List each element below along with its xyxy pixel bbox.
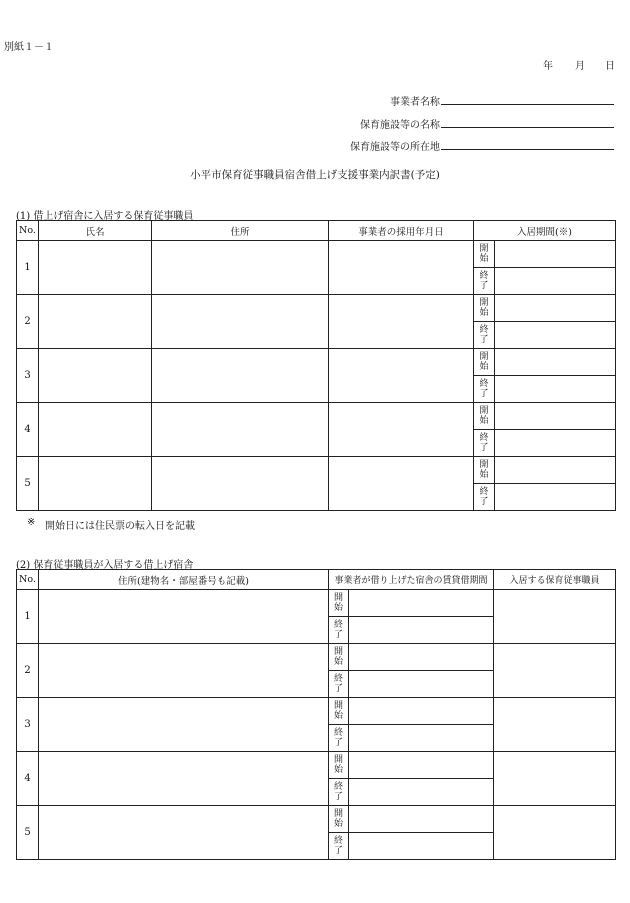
section1-title: (1) 借上げ宿舎に入居する保育従事職員 (16, 211, 194, 222)
start-date-cell[interactable] (495, 241, 616, 268)
header-lease-period: 事業者が借り上げた宿舎の賃貸借期間 (329, 570, 494, 590)
start-label: 開 始 (474, 349, 495, 376)
address-cell[interactable] (152, 241, 329, 295)
start-label: 開 始 (474, 295, 495, 322)
table-row (17, 752, 616, 779)
name-cell[interactable] (39, 403, 152, 457)
end-label: 終 了 (474, 484, 495, 511)
row-number: 3 (17, 698, 39, 752)
housing-table-header (17, 570, 616, 590)
residents-cell[interactable] (494, 644, 616, 698)
section2-title: (2) 保育従事職員が入居する借上げ宿舎 (16, 560, 194, 571)
address-cell[interactable] (152, 295, 329, 349)
lease-end-cell[interactable] (349, 779, 494, 806)
staff-table (16, 220, 616, 511)
end-label: 終 了 (474, 376, 495, 403)
start-label: 開 始 (329, 644, 349, 671)
end-label: 終 了 (329, 833, 349, 860)
start-date-cell[interactable] (495, 295, 616, 322)
table-row (17, 806, 616, 833)
end-label: 終 了 (474, 268, 495, 295)
end-label: 終 了 (474, 430, 495, 457)
staff-table-header (17, 221, 616, 241)
note-mark: ※ (27, 517, 36, 528)
row-number: 1 (17, 241, 39, 295)
lease-end-cell[interactable] (349, 617, 494, 644)
lease-start-cell[interactable] (349, 698, 494, 725)
housing-address-cell[interactable] (39, 752, 329, 806)
table-row (17, 349, 616, 376)
facility-address-field[interactable] (441, 149, 614, 150)
row-number: 5 (17, 806, 39, 860)
address-cell[interactable] (152, 403, 329, 457)
attachment-label: 別紙１－１ (4, 42, 54, 53)
start-label: 開 始 (329, 806, 349, 833)
end-label: 終 了 (329, 725, 349, 752)
facility-name-label: 保育施設等の名称 (360, 120, 440, 131)
table-row (17, 457, 616, 484)
end-date-cell[interactable] (495, 430, 616, 457)
row-number: 4 (17, 403, 39, 457)
start-label: 開 始 (474, 403, 495, 430)
document-title: 小平市保育従事職員宿舎借上げ支援事業内訳書(予定) (190, 169, 440, 181)
business-name-label: 事業者名称 (390, 97, 440, 108)
lease-start-cell[interactable] (349, 644, 494, 671)
date-month-label: 月 (575, 61, 585, 72)
end-label: 終 了 (474, 322, 495, 349)
start-date-cell[interactable] (495, 403, 616, 430)
header-housing-address: 住所(建物名・部屋番号も記載) (39, 570, 329, 590)
end-date-cell[interactable] (495, 268, 616, 295)
end-label: 終 了 (329, 617, 349, 644)
header-name: 氏名 (39, 221, 152, 241)
housing-address-cell[interactable] (39, 698, 329, 752)
row-number: 3 (17, 349, 39, 403)
start-label: 開 始 (329, 752, 349, 779)
header-no: No. (17, 221, 39, 241)
start-label: 開 始 (474, 457, 495, 484)
residents-cell[interactable] (494, 698, 616, 752)
housing-address-cell[interactable] (39, 644, 329, 698)
table-row (17, 644, 616, 671)
lease-start-cell[interactable] (349, 752, 494, 779)
housing-table (16, 569, 616, 860)
row-number: 5 (17, 457, 39, 511)
date-day-label: 日 (605, 61, 615, 72)
lease-start-cell[interactable] (349, 806, 494, 833)
lease-end-cell[interactable] (349, 671, 494, 698)
end-label: 終 了 (329, 671, 349, 698)
lease-end-cell[interactable] (349, 833, 494, 860)
name-cell[interactable] (39, 295, 152, 349)
end-date-cell[interactable] (495, 322, 616, 349)
row-number: 4 (17, 752, 39, 806)
residents-cell[interactable] (494, 806, 616, 860)
address-cell[interactable] (152, 457, 329, 511)
business-name-field[interactable] (441, 104, 614, 105)
end-date-cell[interactable] (495, 484, 616, 511)
header-address: 住所 (152, 221, 329, 241)
hire-date-cell[interactable] (329, 241, 474, 295)
facility-address-label: 保育施設等の所在地 (350, 142, 440, 153)
lease-start-cell[interactable] (349, 590, 494, 617)
table-row (17, 590, 616, 617)
table-row (17, 295, 616, 322)
start-label: 開 始 (474, 241, 495, 268)
start-date-cell[interactable] (495, 349, 616, 376)
table-row (17, 698, 616, 725)
date-year-label: 年 (543, 61, 553, 72)
residents-cell[interactable] (494, 590, 616, 644)
end-label: 終 了 (329, 779, 349, 806)
address-cell[interactable] (152, 349, 329, 403)
header-residents: 入居する保育従事職員 (494, 570, 616, 590)
hire-date-cell[interactable] (329, 349, 474, 403)
header-hire-date: 事業者の採用年月日 (329, 221, 474, 241)
lease-end-cell[interactable] (349, 725, 494, 752)
end-date-cell[interactable] (495, 376, 616, 403)
name-cell[interactable] (39, 241, 152, 295)
hire-date-cell[interactable] (329, 403, 474, 457)
row-number: 2 (17, 644, 39, 698)
start-date-cell[interactable] (495, 457, 616, 484)
housing-address-cell[interactable] (39, 590, 329, 644)
header-no: No. (17, 570, 39, 590)
hire-date-cell[interactable] (329, 457, 474, 511)
start-label: 開 始 (329, 698, 349, 725)
facility-name-field[interactable] (441, 127, 614, 128)
row-number: 1 (17, 590, 39, 644)
header-period: 入居期間(※) (474, 221, 616, 241)
name-cell[interactable] (39, 349, 152, 403)
note-text: 開始日には住民票の転入日を記載 (45, 521, 195, 532)
housing-address-cell[interactable] (39, 806, 329, 860)
row-number: 2 (17, 295, 39, 349)
name-cell[interactable] (39, 457, 152, 511)
table-row (17, 403, 616, 430)
table-row (17, 241, 616, 268)
residents-cell[interactable] (494, 752, 616, 806)
hire-date-cell[interactable] (329, 295, 474, 349)
start-label: 開 始 (329, 590, 349, 617)
